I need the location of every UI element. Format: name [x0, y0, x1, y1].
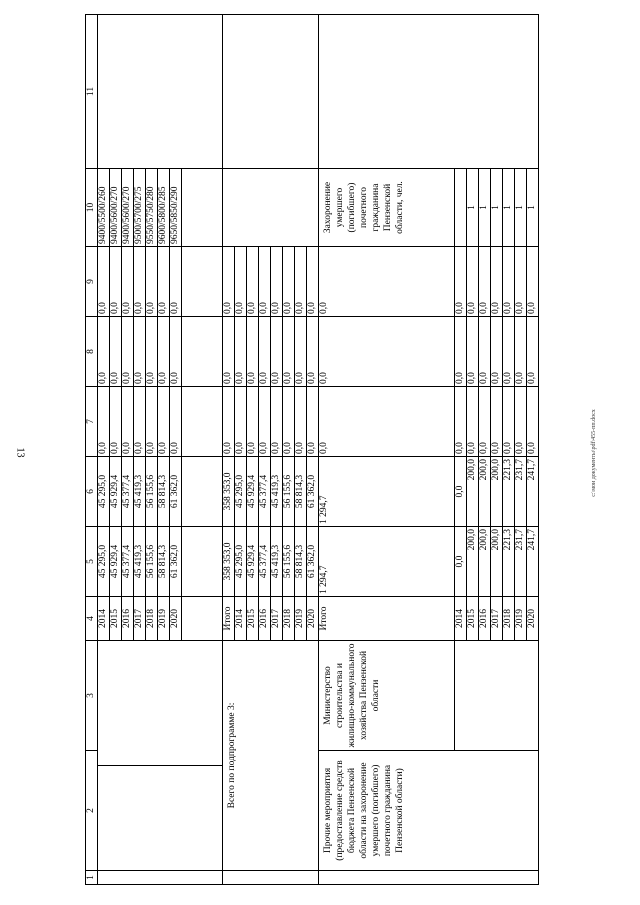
table-row [98, 15, 110, 885]
empty-cell [182, 387, 223, 457]
value-cell: 61 362,0 [170, 457, 182, 527]
value-cell: 200,0 [467, 527, 479, 597]
value-cell: 0,0 [467, 387, 479, 457]
value-cell: 0,0 [515, 387, 527, 457]
header-cell: 2 [86, 751, 98, 871]
empty-cell [98, 15, 223, 169]
header-cell: 1 [86, 871, 98, 885]
value-cell: 56 155,6 [283, 527, 295, 597]
value-cell: 221,3 [503, 457, 515, 527]
value-cell: 0,0 [479, 247, 491, 317]
value-cell: 0,0 [170, 387, 182, 457]
value-cell: 0,0 [455, 317, 467, 387]
year-cell: Итого [319, 597, 455, 641]
table-row [223, 15, 235, 885]
value-cell: 0,0 [98, 317, 110, 387]
year-cell: 2014 [235, 597, 247, 641]
empty-cell [182, 169, 223, 247]
value-cell: 56 155,6 [146, 457, 158, 527]
program-table [85, 14, 539, 885]
value-cell: 0,0 [247, 247, 259, 317]
value-cell: 200,0 [479, 457, 491, 527]
value-cell: 58 814,3 [295, 457, 307, 527]
header-cell: 5 [86, 527, 98, 597]
value-cell: 0,0 [134, 317, 146, 387]
value-cell: 0,0 [98, 387, 110, 457]
header-cell: 10 [86, 169, 98, 247]
year-cell: 2018 [503, 597, 515, 641]
value-cell: 0,0 [307, 317, 319, 387]
value-cell: 0,0 [491, 387, 503, 457]
indicator-cell: 9500/5700/275 [134, 169, 146, 247]
value-cell: 0,0 [503, 247, 515, 317]
year-cell: 2020 [170, 597, 182, 641]
indicator-cell: 9400/5500/260 [98, 169, 110, 247]
value-cell: 241,7 [527, 457, 539, 527]
value-cell: 0,0 [235, 247, 247, 317]
value-cell: 0,0 [467, 247, 479, 317]
header-cell: 9 [86, 247, 98, 317]
header-cell: 6 [86, 457, 98, 527]
value-cell: 0,0 [158, 317, 170, 387]
value-cell: 0,0 [122, 317, 134, 387]
value-cell: 358 353,0 [223, 457, 235, 527]
value-cell: 0,0 [295, 247, 307, 317]
indicator-cell: 9550/5750/280 [146, 169, 158, 247]
value-cell: 45 377,4 [122, 457, 134, 527]
value-cell: 45 419,3 [271, 457, 283, 527]
value-cell: 200,0 [467, 457, 479, 527]
executor-cell: Министерство строительства и жилищно-коммунального хозяйства Пензенской области [319, 641, 455, 751]
measure-description: Прочие мероприятия (предоставление средств бюджета Пензенской области на захоронение умершего (погибшего) почетного гражданина Пензенской области) [319, 751, 539, 871]
empty-cell [319, 15, 539, 169]
value-cell: 0,0 [110, 317, 122, 387]
value-cell: 200,0 [479, 527, 491, 597]
empty-cell [223, 169, 319, 247]
value-cell: 0,0 [122, 247, 134, 317]
year-cell: 2019 [158, 597, 170, 641]
file-path-footer: c:\мои документы\pdf\455-пп.docx [591, 408, 597, 497]
indicator-cell: 1 [467, 169, 479, 247]
value-cell: 45 929,4 [247, 527, 259, 597]
indicator-description: Захоронение умершего (погибшего) почетного гражданина Пензенской области, чел. [319, 169, 455, 247]
indicator-cell: 9400/5600/270 [110, 169, 122, 247]
value-cell: 0,0 [515, 247, 527, 317]
value-cell: 0,0 [158, 387, 170, 457]
indicator-cell: 1 [491, 169, 503, 247]
value-cell: 45 295,0 [235, 457, 247, 527]
value-cell: 0,0 [283, 387, 295, 457]
value-cell: 45 377,4 [122, 527, 134, 597]
value-cell: 0,0 [455, 247, 467, 317]
empty-cell [223, 15, 319, 169]
value-cell: 0,0 [110, 247, 122, 317]
value-cell: 0,0 [146, 247, 158, 317]
value-cell: 45 377,4 [259, 457, 271, 527]
year-cell: 2015 [247, 597, 259, 641]
value-cell: 200,0 [491, 527, 503, 597]
table-row [319, 15, 455, 885]
value-cell: 0,0 [283, 247, 295, 317]
value-cell: 58 814,3 [158, 457, 170, 527]
page-number: 13 [14, 447, 26, 458]
empty-cell [223, 871, 319, 885]
indicator-cell: 1 [527, 169, 539, 247]
year-cell: 2018 [283, 597, 295, 641]
value-cell: 61 362,0 [170, 527, 182, 597]
value-cell: 56 155,6 [283, 457, 295, 527]
indicator-cell: 1 [479, 169, 491, 247]
value-cell: 0,0 [223, 317, 235, 387]
value-cell: 0,0 [134, 247, 146, 317]
value-cell: 61 362,0 [307, 457, 319, 527]
header-cell: 8 [86, 317, 98, 387]
empty-cell [182, 317, 223, 387]
subprogram-total-label: Всего по подпрограмме 3: [223, 641, 319, 871]
value-cell: 1 294,7 [319, 457, 455, 527]
header-cell: 4 [86, 597, 98, 641]
value-cell: 0,0 [259, 247, 271, 317]
header-cell: 7 [86, 387, 98, 457]
year-cell: 2019 [515, 597, 527, 641]
value-cell: 0,0 [235, 317, 247, 387]
value-cell: 45 377,4 [259, 527, 271, 597]
value-cell: 0,0 [146, 387, 158, 457]
value-cell: 58 814,3 [158, 527, 170, 597]
empty-cell [182, 247, 223, 317]
value-cell: 0,0 [247, 387, 259, 457]
header-cell: 3 [86, 641, 98, 751]
empty-cell [182, 457, 223, 527]
value-cell: 0,0 [503, 387, 515, 457]
indicator-cell: 1 [515, 169, 527, 247]
value-cell: 0,0 [259, 387, 271, 457]
value-cell: 0,0 [98, 247, 110, 317]
value-cell: 0,0 [527, 247, 539, 317]
value-cell: 45 295,0 [235, 527, 247, 597]
value-cell: 56 155,6 [146, 527, 158, 597]
year-cell: 2017 [271, 597, 283, 641]
value-cell: 0,0 [455, 387, 467, 457]
value-cell: 0,0 [271, 387, 283, 457]
value-cell: 45 929,4 [110, 527, 122, 597]
value-cell: 0,0 [527, 387, 539, 457]
value-cell: 0,0 [271, 317, 283, 387]
value-cell: 0,0 [170, 317, 182, 387]
value-cell: 0,0 [295, 387, 307, 457]
value-cell: 0,0 [146, 317, 158, 387]
value-cell: 0,0 [170, 247, 182, 317]
value-cell: 231,7 [515, 457, 527, 527]
empty-cell [455, 641, 539, 751]
program-table-container [85, 15, 580, 885]
year-cell: 2015 [467, 597, 479, 641]
year-cell: 2016 [479, 597, 491, 641]
value-cell: 45 419,3 [134, 527, 146, 597]
year-cell: 2017 [134, 597, 146, 641]
empty-cell [98, 641, 223, 871]
value-cell: 0,0 [319, 247, 455, 317]
value-cell: 358 353,0 [223, 527, 235, 597]
value-cell: 0,0 [319, 317, 455, 387]
year-cell: 2015 [110, 597, 122, 641]
value-cell: 0,0 [283, 317, 295, 387]
value-cell: 0,0 [479, 387, 491, 457]
empty-cell [319, 871, 539, 885]
value-cell: 0,0 [455, 527, 467, 597]
value-cell: 0,0 [134, 387, 146, 457]
year-cell: 2018 [146, 597, 158, 641]
value-cell: 200,0 [491, 457, 503, 527]
value-cell: 0,0 [455, 457, 467, 527]
year-cell: 2020 [307, 597, 319, 641]
year-cell: 2019 [295, 597, 307, 641]
value-cell: 0,0 [235, 387, 247, 457]
value-cell: 0,0 [319, 387, 455, 457]
value-cell: 0,0 [491, 247, 503, 317]
value-cell: 221,3 [503, 527, 515, 597]
value-cell: 0,0 [479, 317, 491, 387]
value-cell: 1 294,7 [319, 527, 455, 597]
value-cell: 0,0 [122, 387, 134, 457]
value-cell: 241,7 [527, 527, 539, 597]
empty-cell [182, 527, 223, 597]
value-cell: 0,0 [223, 247, 235, 317]
header-cell: 11 [86, 15, 98, 169]
indicator-cell: 9600/5800/285 [158, 169, 170, 247]
value-cell: 0,0 [491, 317, 503, 387]
value-cell: 0,0 [259, 317, 271, 387]
empty-cell [98, 871, 223, 885]
empty-cell [182, 597, 223, 641]
indicator-cell [455, 169, 467, 247]
value-cell: 231,7 [515, 527, 527, 597]
indicator-cell: 9400/5600/270 [122, 169, 134, 247]
value-cell: 0,0 [503, 317, 515, 387]
value-cell: 61 362,0 [307, 527, 319, 597]
year-cell: 2014 [98, 597, 110, 641]
value-cell: 0,0 [223, 387, 235, 457]
value-cell: 45 929,4 [247, 457, 259, 527]
value-cell: 0,0 [110, 387, 122, 457]
year-cell: 2016 [122, 597, 134, 641]
year-cell: 2020 [527, 597, 539, 641]
year-cell: 2014 [455, 597, 467, 641]
value-cell: 0,0 [307, 387, 319, 457]
value-cell: 45 295,0 [98, 457, 110, 527]
value-cell: 0,0 [247, 317, 259, 387]
indicator-cell: 9650/5850/290 [170, 169, 182, 247]
value-cell: 0,0 [271, 247, 283, 317]
value-cell: 0,0 [158, 247, 170, 317]
value-cell: 0,0 [527, 317, 539, 387]
value-cell: 45 929,4 [110, 457, 122, 527]
value-cell: 0,0 [467, 317, 479, 387]
value-cell: 0,0 [295, 317, 307, 387]
year-cell: 2016 [259, 597, 271, 641]
value-cell: 45 419,3 [271, 527, 283, 597]
indicator-cell: 1 [503, 169, 515, 247]
year-cell: 2017 [491, 597, 503, 641]
value-cell: 0,0 [307, 247, 319, 317]
value-cell: 58 814,3 [295, 527, 307, 597]
value-cell: 45 295,0 [98, 527, 110, 597]
year-cell: Итого [223, 597, 235, 641]
header-row [86, 15, 98, 885]
value-cell: 0,0 [515, 317, 527, 387]
value-cell: 45 419,3 [134, 457, 146, 527]
